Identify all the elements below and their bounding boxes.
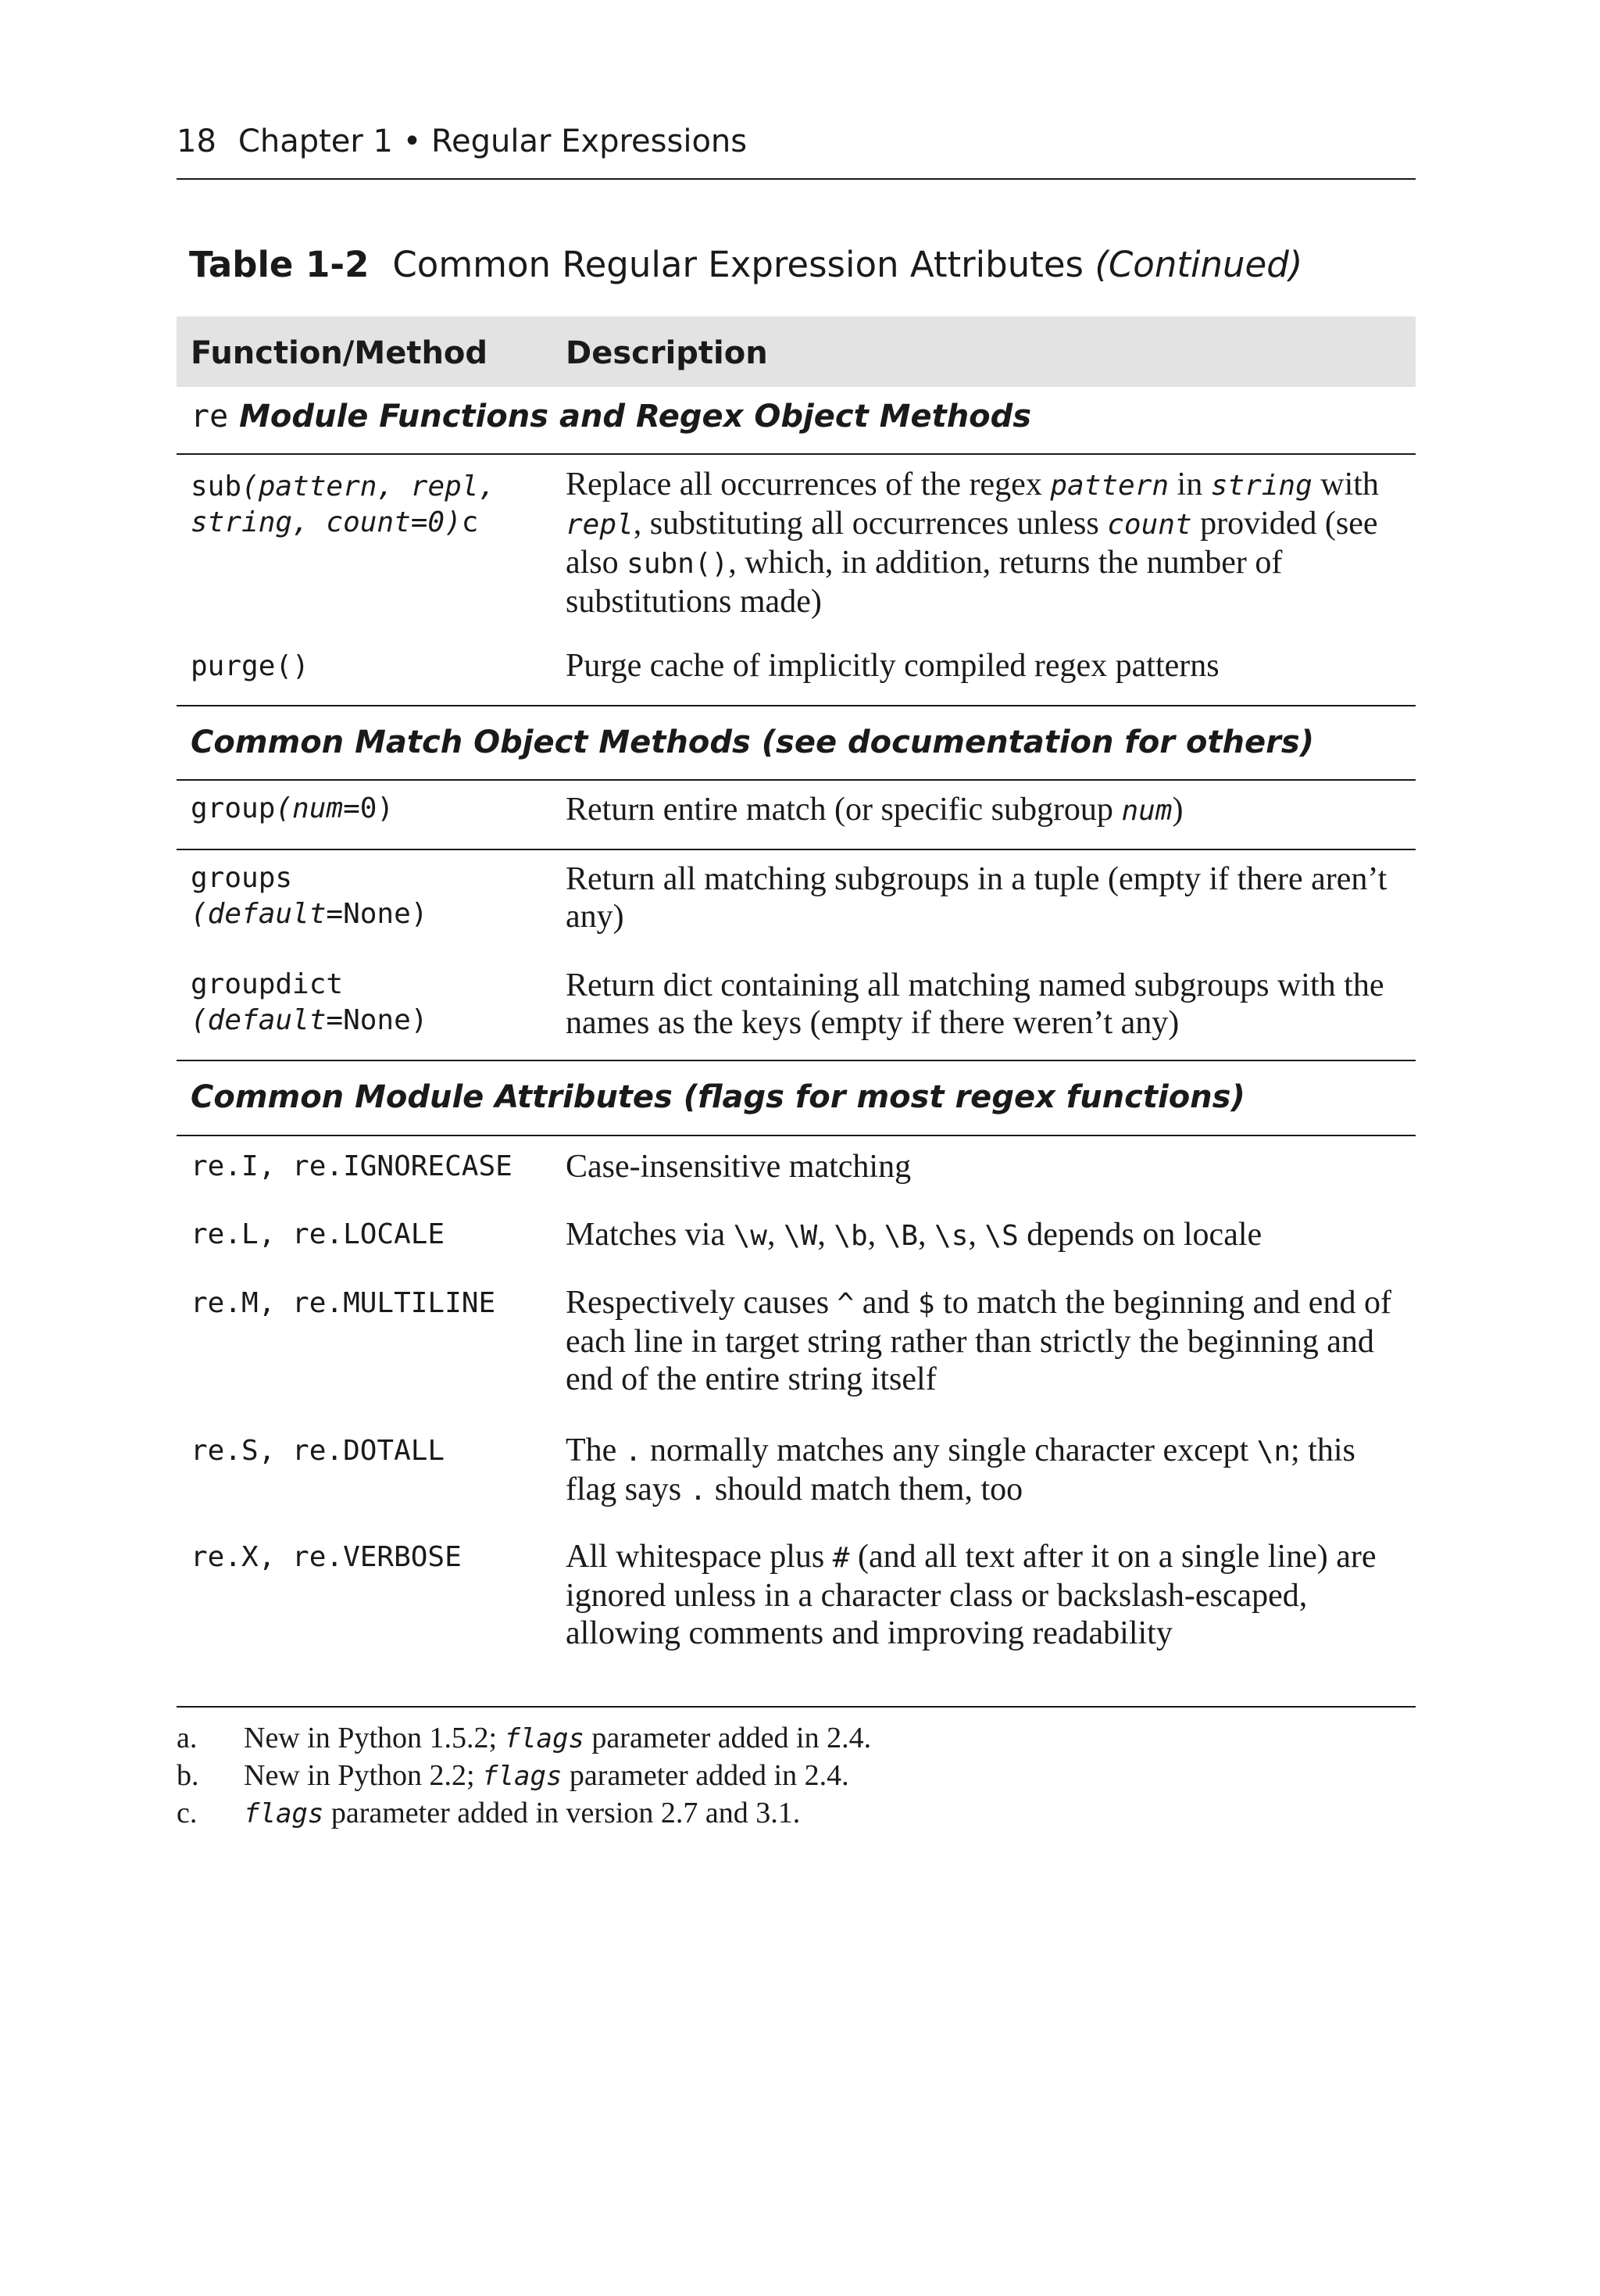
description-multiline: Respectively causes ^ and $ to match the beginning and end of each line in target string rather than strictly the beginning and end of the entire string itself: [566, 1285, 1391, 1397]
footnote-ref: c: [461, 506, 479, 538]
section-rule: [177, 1060, 1416, 1061]
table-label: Table 1-2: [189, 244, 370, 285]
function-purge: purge(): [191, 650, 309, 682]
section-title: Module Functions and Regex Object Methods: [239, 399, 1032, 435]
attribute-dotall: re.S, re.DOTALL: [191, 1435, 445, 1467]
table-title: Common Regular Expression Attributes: [392, 244, 1084, 285]
row-rule: [177, 849, 1416, 850]
description-ignorecase: Case-insensitive matching: [566, 1149, 912, 1185]
section-code: re: [191, 399, 229, 435]
table-caption: [189, 244, 1302, 285]
function-groupdict: groupdict (default=None): [191, 968, 428, 1036]
page-number: 18: [177, 123, 216, 159]
description-purge: Purge cache of implicitly compiled regex patterns: [566, 648, 1220, 684]
chapter-title: Chapter 1 • Regular Expressions: [238, 123, 748, 159]
column-description: Description: [566, 335, 768, 371]
footnote-a: a. New in Python 1.5.2; flags parameter added in 2.4.: [177, 1722, 872, 1754]
section-rule: [177, 705, 1416, 706]
table-bottom-rule: [177, 1706, 1416, 1708]
section-rule: [177, 1135, 1416, 1136]
description-verbose: All whitespace plus # (and all text after it on a single line) are ignored unless in a character class or backslash-escaped, allowing comments and improving readability: [566, 1539, 1377, 1651]
function-sub: sub(pattern, repl, string, count=0)c: [191, 470, 496, 538]
section-rule: [177, 779, 1416, 781]
running-header: [177, 123, 1416, 180]
table-continued: (Continued): [1095, 244, 1303, 285]
function-groups: groups (default=None): [191, 862, 428, 930]
description-groupdict: Return dict containing all matching named subgroups with the names as the keys (empty if there weren’t any): [566, 967, 1384, 1041]
description-sub: Replace all occurrences of the regex pattern in string with repl, substituting all occurrences unless count provided (see also subn(), which, in addition, returns the number of substitutions made): [566, 467, 1379, 620]
table-column-header: [177, 317, 1416, 387]
attribute-multiline: re.M, re.MULTILINE: [191, 1287, 496, 1319]
section-module-attributes: Common Module Attributes (flags for most regex functions): [191, 1079, 1245, 1115]
description-dotall: The . normally matches any single character except \n; this flag says . should match them, too: [566, 1432, 1355, 1507]
attribute-ignorecase: re.I, re.IGNORECASE: [191, 1150, 512, 1182]
description-locale: Matches via \w, \W, \b, \B, \s, \S depends on locale: [566, 1217, 1262, 1253]
function-group: group(num=0): [191, 792, 395, 824]
description-group: Return entire match (or specific subgroup num): [566, 792, 1184, 828]
section-match-methods: Common Match Object Methods (see documentation for others): [191, 724, 1314, 760]
section-rule: [177, 453, 1416, 455]
column-function: Function/Method: [191, 335, 488, 371]
section-module-functions: [191, 399, 1031, 435]
footnote-b: b. New in Python 2.2; flags parameter added in 2.4.: [177, 1759, 849, 1792]
description-groups: Return all matching subgroups in a tuple (empty if there aren’t any): [566, 861, 1388, 935]
footnote-c: c. flags parameter added in version 2.7 and 3.1.: [177, 1797, 801, 1829]
attribute-verbose: re.X, re.VERBOSE: [191, 1541, 462, 1573]
attribute-locale: re.L, re.LOCALE: [191, 1218, 445, 1250]
